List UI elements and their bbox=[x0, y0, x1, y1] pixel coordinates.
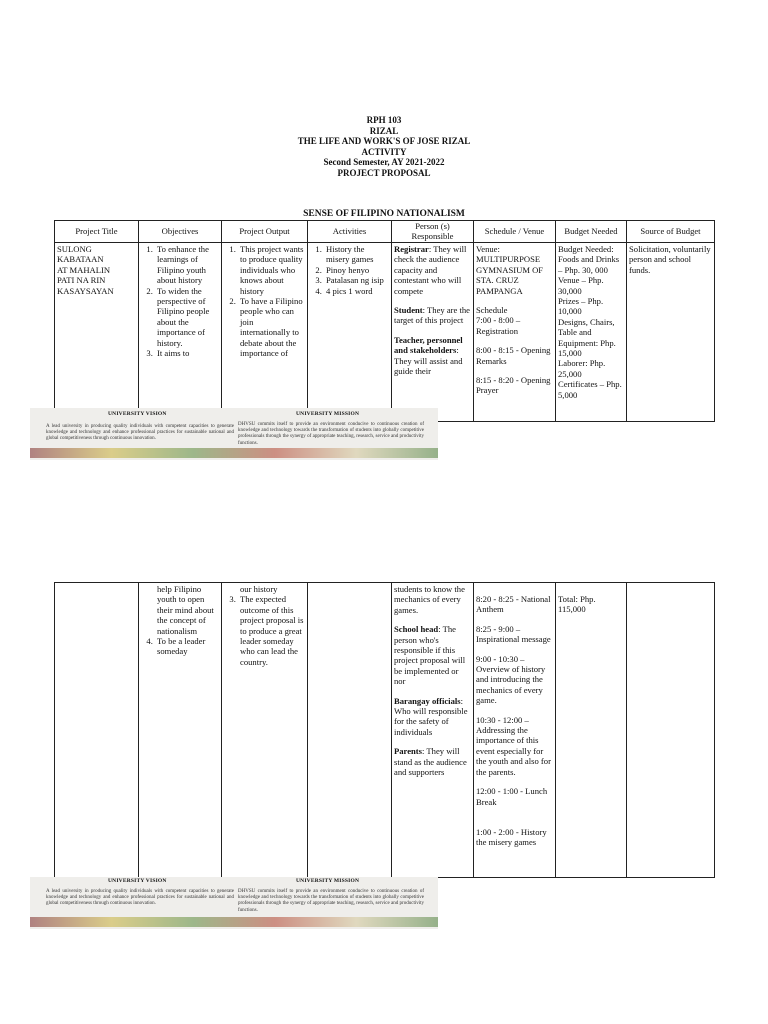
project-title-cell bbox=[55, 583, 139, 878]
vision-text: A lead university in producing quality individuals with competent capacities to generate knowledge and technology and enhance professional practices for sustainable national and global competitiveness through continuous innovation. bbox=[46, 424, 234, 442]
project-title-cell: SULONG KABATAAN AT MAHALIN PATI NA RIN KASAYSAYAN bbox=[55, 243, 139, 422]
output-cell: our history 3. The expected outcome of this project proposal is to produce a great leader someday who can lead the country. bbox=[222, 583, 308, 878]
list-item: 1. To enhance the learnings of Filipino youth about history bbox=[155, 244, 219, 286]
mission-text: DHVSU commits itself to provide an environment conducive to continuous creation of knowledge and technology towards the transformation of students into globally competitive professionals through the synergy of appropriate teaching, research, service and productivity functions. bbox=[238, 422, 424, 446]
list-item: 3. The expected outcome of this project proposal is to produce a great leader someday who can lead the country. bbox=[238, 594, 305, 667]
role-label: School head bbox=[394, 624, 439, 635]
list-item: 3. It aims to bbox=[155, 348, 219, 358]
output-cell bbox=[222, 243, 308, 422]
col-header-activities: Activities bbox=[308, 221, 392, 243]
objectives-cell: help Filipino youth to open their mind about the concept of nationalism 4. To be a leader someday bbox=[139, 583, 222, 878]
course-name: RIZAL bbox=[369, 125, 399, 136]
course-title: THE LIFE AND WORK'S OF JOSE RIZAL bbox=[297, 136, 471, 146]
university-footer bbox=[30, 877, 438, 929]
vision-label: UNIVERSITY VISION bbox=[108, 411, 167, 417]
document-type: PROJECT PROPOSAL bbox=[337, 167, 431, 178]
list-item: 2. Pinoy henyo bbox=[324, 265, 389, 275]
col-header-persons: Person (s) Responsible bbox=[392, 221, 474, 243]
footer-decoration bbox=[30, 917, 438, 927]
activities-cell bbox=[308, 243, 392, 422]
vision-text: A lead university in producing quality individuals with competent capacities to generate knowledge and technology and enhance professional practices for sustainable national and global competitiveness through continuous innovation. bbox=[46, 889, 234, 907]
mission-label: UNIVERSITY MISSION bbox=[296, 878, 360, 884]
section-title: SENSE OF FILIPINO NATIONALISM bbox=[303, 209, 465, 219]
vision-label: UNIVERSITY VISION bbox=[108, 878, 167, 884]
col-header-schedule: Schedule / Venue bbox=[474, 221, 556, 243]
col-header-objectives: Objectives bbox=[139, 221, 222, 243]
role-label: Parents bbox=[394, 746, 423, 757]
mission-text: DHVSU commits itself to provide an environment conducive to continuous creation of knowledge and technology towards the transformation of students into globally competitive professionals through the synergy of appropriate teaching, research, service and productivity functions. bbox=[238, 889, 424, 913]
list-item: 2. To widen the perspective of Filipino people about the importance of history. bbox=[155, 286, 219, 348]
budget-cell: Budget Needed: Foods and Drinks – Php. 30, 000 Venue – Php. 30,000 Prizes – Php. 10,000 Designs, Chairs, Table and Equipment: Php. 15,000 Laborer: Php. 25,000 Certificates – Php. 5,000 bbox=[556, 243, 627, 422]
schedule-cell: 8:20 - 8:25 - National Anthem 8:25 - 9:00 – Inspirational message 9:00 - 10:30 – Overview of history and introducing the mechanics of every game. 10:30 - 12:00 – Addressing the importance of this event especially for the youth and also for the parents. 12:00 - 1:00 - Lunch Break 1:00 - 2:00 - History the misery games bbox=[474, 583, 556, 878]
activities-cell bbox=[308, 583, 392, 878]
list-item: 1. History the misery games bbox=[324, 244, 389, 265]
list-item: 3. Patalasan ng isip bbox=[324, 275, 389, 285]
col-header-source: Source of Budget bbox=[627, 221, 715, 243]
source-cell bbox=[627, 583, 715, 878]
budget-total: Total: Php. 115,000 bbox=[558, 594, 596, 615]
col-header-title: Project Title bbox=[55, 221, 139, 243]
list-item: 4. 4 pics 1 word bbox=[324, 286, 389, 296]
persons-cell: students to know the mechanics of every games. School head: The person who's responsible if this project proposal will be implemented or nor Barangay officials: Who will responsible for the safety of individuals Parents: They will stand as the audience and supporters bbox=[392, 583, 474, 878]
footer-decoration bbox=[30, 448, 438, 458]
activity-label: ACTIVITY bbox=[361, 146, 407, 157]
list-item: 1. This project wants to produce quality individuals who knows about history bbox=[238, 244, 305, 296]
role-label: Registrar bbox=[394, 244, 429, 254]
role-label: Barangay officials bbox=[394, 695, 461, 706]
col-header-budget: Budget Needed bbox=[556, 221, 627, 243]
objectives-cell bbox=[139, 243, 222, 422]
table-row bbox=[55, 583, 715, 878]
budget-cell bbox=[556, 583, 627, 878]
list-item: 4. To be a leader someday bbox=[155, 636, 219, 657]
list-item: 2. To have a Filipino people who can join internationally to debate about the importance of bbox=[238, 296, 305, 358]
role-label: Student bbox=[394, 305, 423, 316]
source-cell: Solicitation, voluntarily person and school funds. bbox=[627, 243, 715, 422]
role-label: Teacher, personnel and stakeholders bbox=[394, 334, 463, 356]
table-row bbox=[55, 243, 715, 422]
course-code: RPH 103 bbox=[366, 115, 402, 125]
proposal-table-page2 bbox=[54, 582, 715, 878]
persons-cell: Registrar: They will check the audience capacity and contestant who will compete Student: They are the target of this project Teacher, personnel and stakeholders: They will assist and guide their bbox=[392, 243, 474, 422]
semester-label: Second Semester, AY 2021-2022 bbox=[323, 157, 445, 167]
col-header-output: Project Output bbox=[222, 221, 308, 243]
table-header-row bbox=[55, 221, 715, 243]
schedule-cell: Venue: MULTIPURPOSE GYMNASIUM OF STA. CRUZ PAMPANGA Schedule 7:00 - 8:00 – Registration 8:00 - 8:15 - Opening Remarks 8:15 - 8:20 - Opening Prayer bbox=[474, 243, 556, 422]
document-header bbox=[0, 115, 768, 178]
university-footer bbox=[30, 408, 438, 460]
mission-label: UNIVERSITY MISSION bbox=[296, 411, 360, 417]
proposal-table-page1 bbox=[54, 220, 715, 422]
